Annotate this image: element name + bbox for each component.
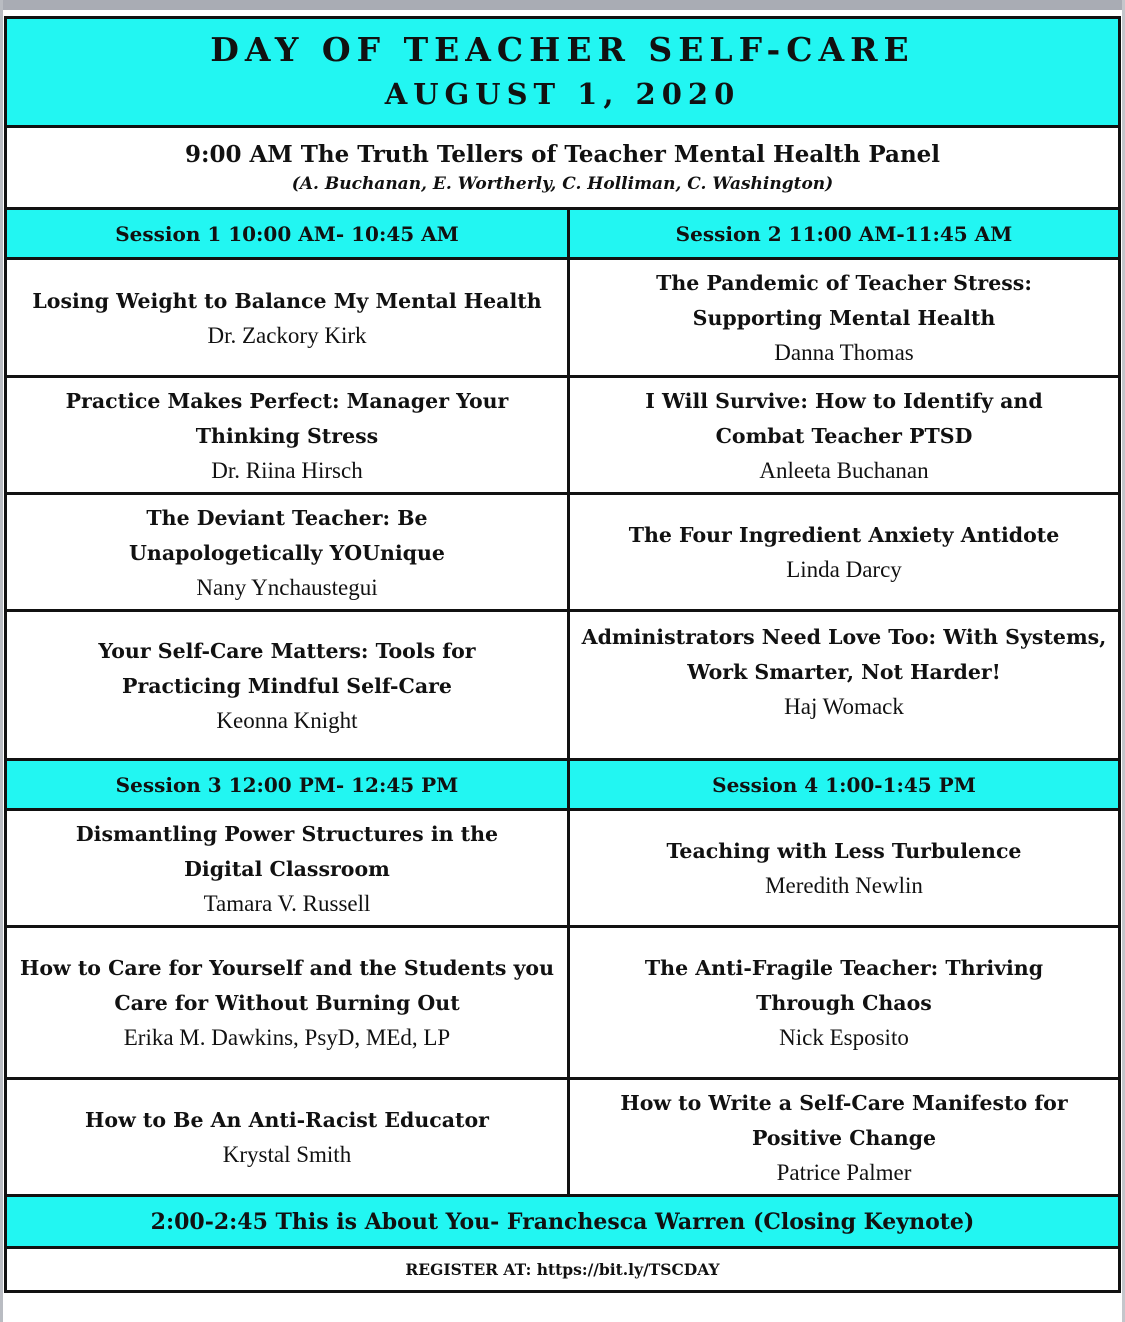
talk-title: I Will Survive: How to Identify and Combat Teacher PTSD	[645, 388, 1043, 448]
session-1-header	[7, 210, 570, 257]
table-row	[4, 257, 1121, 375]
session-1-label: Session 1 10:00 AM- 10:45 AM	[115, 221, 459, 246]
table-row	[4, 925, 1121, 1077]
talk-cell	[570, 1080, 1118, 1194]
talk-title: The Deviant Teacher: Be Unapologetically YOUnique	[129, 505, 445, 565]
talk-speaker: Meredith Newlin	[765, 873, 923, 898]
talk-title: Your Self-Care Matters: Tools for Practicing Mindful Self-Care	[98, 638, 476, 698]
talk-speaker: Keonna Knight	[216, 707, 358, 733]
talk-title: Teaching with Less Turbulence	[666, 839, 1022, 863]
session-3-label: Session 3 12:00 PM- 12:45 PM	[115, 772, 459, 797]
session-header-row	[4, 758, 1121, 808]
talk-title: How to Be An Anti-Racist Educator	[85, 1108, 489, 1132]
talk-cell	[570, 811, 1118, 925]
talk-speaker: Tamara V. Russell	[203, 890, 371, 916]
talk-cell	[7, 811, 570, 925]
table-row	[4, 1077, 1121, 1194]
talk-speaker: Erika M. Dawkins, PsyD, MEd, LP	[123, 1025, 451, 1050]
talk-speaker: Dr. Riina Hirsch	[211, 457, 363, 483]
talk-speaker: Anleeta Buchanan	[759, 457, 929, 483]
panel-title: 9:00 AM The Truth Tellers of Teacher Mental Health Panel	[184, 140, 941, 168]
talk-speaker: Danna Thomas	[774, 340, 914, 365]
session-header-row	[4, 207, 1121, 257]
talk-speaker: Haj Womack	[784, 694, 904, 719]
event-date: AUGUST 1, 2020	[384, 77, 741, 111]
talk-cell	[7, 1080, 570, 1194]
talk-title: Losing Weight to Balance My Mental Health	[32, 288, 542, 313]
talk-speaker: Patrice Palmer	[776, 1159, 912, 1185]
top-edge-bar	[0, 0, 1125, 10]
event-title: DAY OF TEACHER SELF-CARE	[210, 30, 915, 69]
talk-cell	[570, 928, 1118, 1077]
talk-cell	[7, 378, 570, 492]
talk-title: How to Write a Self-Care Manifesto for Positive Change	[620, 1090, 1068, 1150]
talk-speaker: Krystal Smith	[222, 1142, 352, 1167]
session-4-label: Session 4 1:00-1:45 PM	[712, 772, 976, 797]
talk-cell	[570, 378, 1118, 492]
talk-cell	[570, 260, 1118, 375]
talk-title: Dismantling Power Structures in the Digital Classroom	[75, 821, 499, 881]
talk-cell	[570, 495, 1118, 609]
table-row	[4, 375, 1121, 492]
register-row	[4, 1246, 1121, 1293]
session-2-label: Session 2 11:00 AM-11:45 AM	[675, 221, 1013, 246]
table-row	[4, 609, 1121, 758]
left-edge-bar	[0, 0, 3, 1322]
talk-cell	[7, 928, 570, 1077]
talk-title: The Anti-Fragile Teacher: Thriving Through Chaos	[644, 956, 1044, 1015]
talk-cell	[570, 612, 1118, 758]
panel-block	[4, 125, 1121, 207]
register-link[interactable]: REGISTER AT: https://bit.ly/TSCDAY	[405, 1260, 720, 1279]
talk-title: The Pandemic of Teacher Stress: Supporting Mental Health	[656, 271, 1032, 330]
talk-cell	[7, 260, 570, 375]
keynote-text: 2:00-2:45 This is About You- Franchesca Warren (Closing Keynote)	[150, 1208, 975, 1235]
session-2-header	[570, 210, 1118, 257]
talk-title: Administrators Need Love Too: With Systems, Work Smarter, Not Harder!	[581, 625, 1107, 684]
talk-cell	[7, 612, 570, 758]
closing-keynote	[4, 1194, 1121, 1246]
title-block	[4, 16, 1121, 125]
talk-title: How to Care for Yourself and the Students you Care for Without Burning Out	[20, 956, 554, 1015]
talk-speaker: Nick Esposito	[779, 1025, 909, 1050]
talk-speaker: Linda Darcy	[786, 557, 902, 582]
talk-cell	[7, 495, 570, 609]
table-row	[4, 808, 1121, 925]
session-3-header	[7, 761, 570, 808]
talk-speaker: Dr. Zackory Kirk	[207, 322, 367, 348]
talk-speaker: Nany Ynchaustegui	[196, 574, 378, 600]
session-4-header	[570, 761, 1118, 808]
panel-names: (A. Buchanan, E. Wortherly, C. Holliman, C. Washington)	[291, 173, 834, 194]
talk-title: The Four Ingredient Anxiety Antidote	[628, 523, 1060, 547]
table-row	[4, 492, 1121, 609]
talk-title: Practice Makes Perfect: Manager Your Thinking Stress	[65, 388, 509, 448]
